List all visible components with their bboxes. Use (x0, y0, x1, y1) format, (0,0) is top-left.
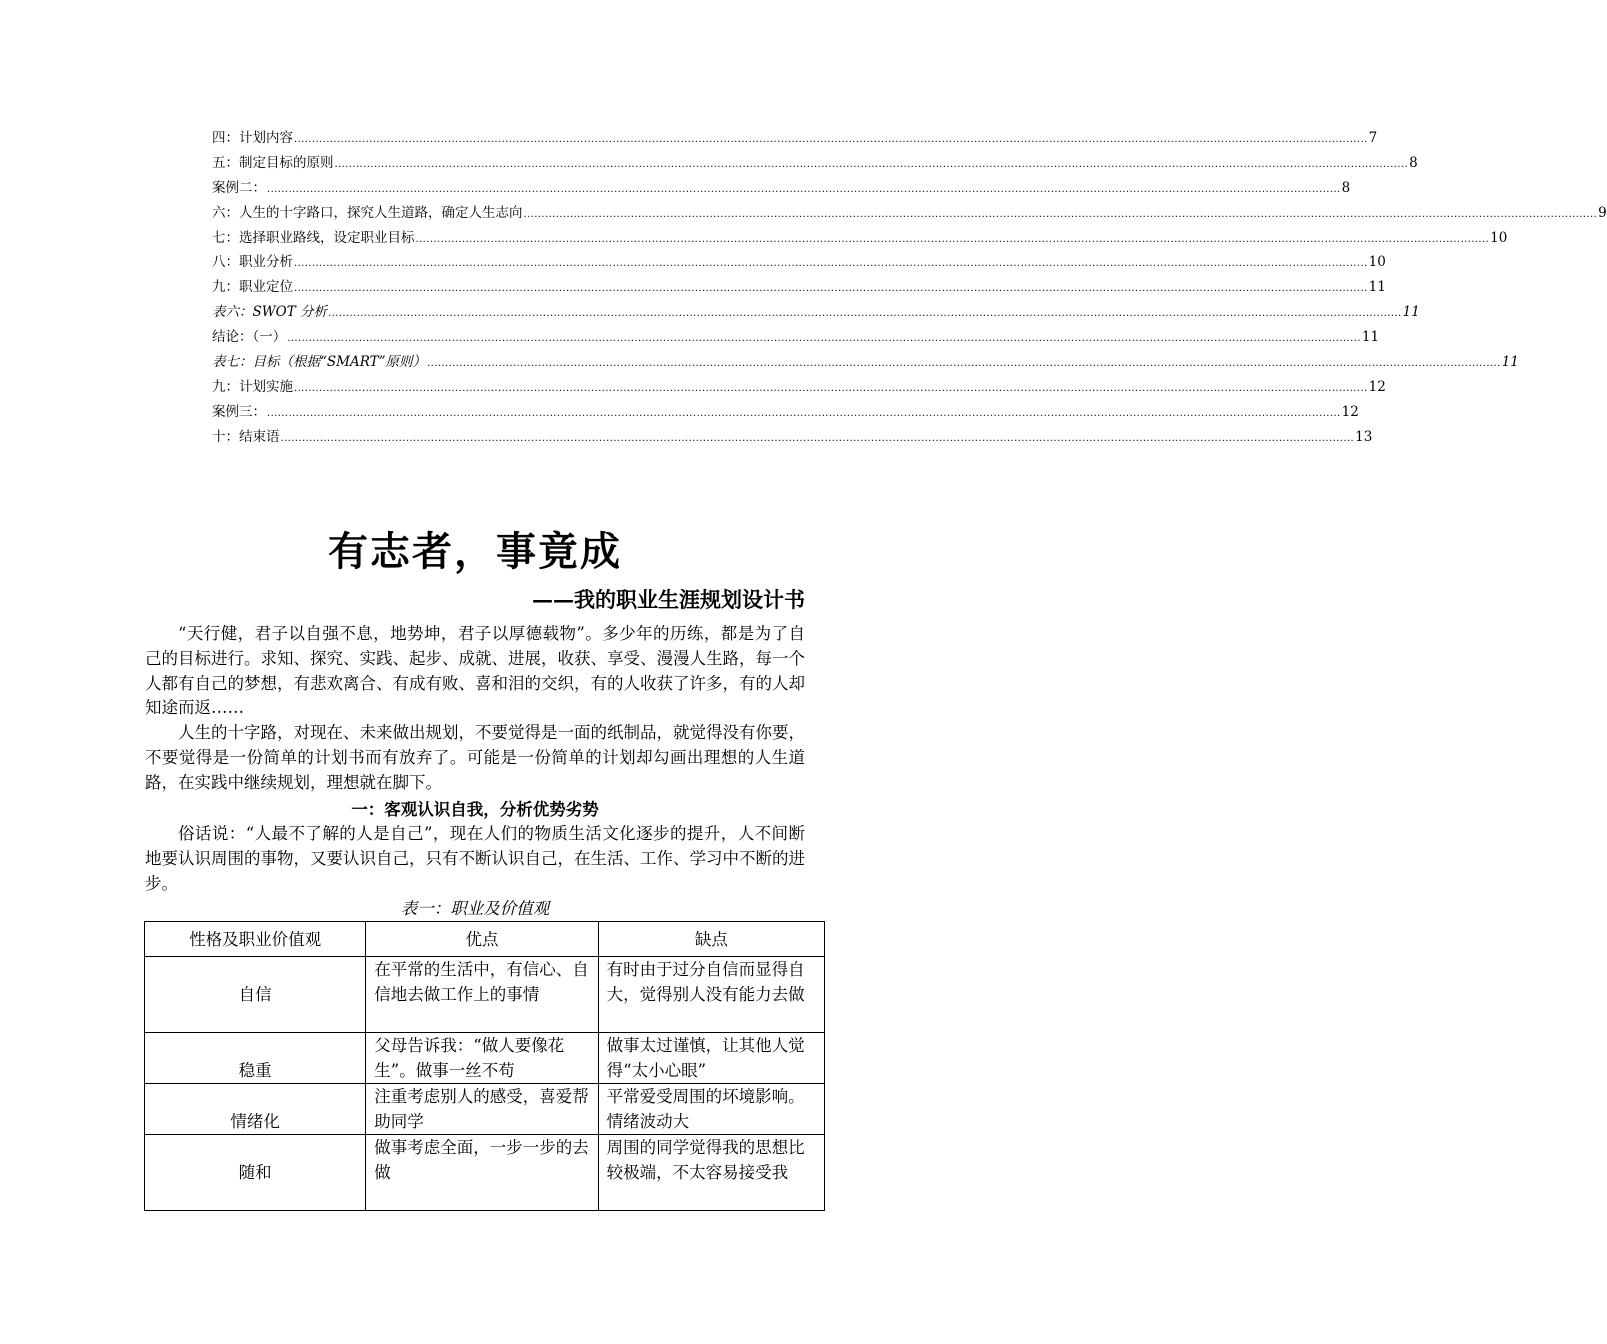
intro-text (145, 622, 805, 796)
toc-entry[interactable] (212, 226, 1508, 251)
toc-page: 11 (1361, 329, 1380, 346)
trait-cell: 情绪化 (145, 1084, 366, 1135)
toc-page: 12 (1368, 378, 1386, 395)
header-cell: 缺点 (598, 922, 824, 957)
toc-entry[interactable] (212, 275, 1386, 300)
toc-leader: ............................................................................................................................................................................................................................................................................................................ (328, 308, 1402, 320)
toc-leader: ............................................................................................................................................................................................................................................................................................................ (294, 134, 1368, 145)
toc-leader: ............................................................................................................................................................................................................................................................................................................ (287, 333, 1361, 345)
toc-page: 11 (1368, 279, 1386, 296)
toc-label: 结论：（一） (212, 329, 287, 346)
toc-label: 四：计划内容 (212, 130, 293, 146)
table-row (145, 1084, 825, 1135)
toc-page: 10 (1368, 254, 1386, 271)
toc-entry[interactable] (212, 375, 1386, 400)
toc-label: 九：计划实施 (212, 378, 293, 395)
toc-leader: ............................................................................................................................................................................................................................................................................................................ (415, 233, 1490, 245)
toc-leader: ............................................................................................................................................................................................................................................................................................................ (334, 158, 1409, 170)
pros-cell: 注重考虑别人的感受，喜爱帮助同学 (366, 1084, 598, 1135)
toc-page: 8 (1341, 179, 1351, 196)
toc-page: 7 (1368, 130, 1378, 146)
trait-cell: 稳重 (145, 1033, 366, 1084)
pros-cell: 做事考虑全面，一步一步的去做 (366, 1135, 598, 1211)
toc-leader: ............................................................................................................................................................................................................................................................................................................ (427, 358, 1501, 370)
toc-entry[interactable] (212, 151, 1418, 176)
document-title: 有志者，事竟成 (328, 528, 622, 575)
toc-label: 六：人生的十字路口，探究人生道路，确定人生志向 (212, 204, 523, 221)
section-paragraph: 俗话说：“人最不了解的人是自己”，现在人们的物质生活文化逐步的提升，人不间断地要认识周围的事物，又要认识自己，只有不断认识自己，在生活、工作、学习中不断的进步。 (145, 824, 805, 893)
toc-page: 8 (1409, 154, 1418, 171)
toc-label: 五：制定目标的原则 (212, 154, 334, 171)
table-caption: 表一：职业及价值观 (400, 899, 550, 918)
intro-paragraph: “天行健，君子以自强不息，地势坤，君子以厚德载物”。多少年的历练，都是为了自己的目标进行。求知、探究、实践、起步、成就、进展，收获、享受、漫漫人生路，每一个人都有自己的梦想，有悲欢离合、有成有败、喜和泪的交织，有的人收获了许多，有的人却知途而返…… (145, 624, 805, 718)
toc-entry[interactable] (212, 126, 1378, 151)
table-row (145, 1135, 825, 1211)
cons-cell: 有时由于过分自信而显得自大，觉得别人没有能力去做 (598, 957, 824, 1033)
trait-cell: 自信 (145, 957, 366, 1033)
toc-page: 13 (1355, 428, 1373, 445)
header-cell: 优点 (366, 922, 598, 957)
toc-leader: ............................................................................................................................................................................................................................................................................................................ (267, 183, 1341, 195)
table-of-contents (212, 126, 1607, 450)
toc-entry[interactable] (212, 400, 1359, 425)
toc-page: 11 (1501, 354, 1519, 371)
toc-entry[interactable] (212, 425, 1373, 450)
toc-leader: ............................................................................................................................................................................................................................................................................................................ (294, 283, 1368, 295)
toc-label: 表七：目标（根据“SMART”原则） (212, 354, 427, 371)
header-cell: 性格及职业价值观 (145, 922, 366, 957)
toc-entry[interactable] (212, 201, 1607, 226)
cons-cell: 做事太过谨慎，让其他人觉得“太小心眼” (598, 1033, 824, 1084)
toc-label: 表六：SWOT 分析 (212, 304, 327, 321)
toc-leader: ............................................................................................................................................................................................................................................................................................................ (280, 432, 1355, 444)
table-row (145, 1033, 825, 1084)
document-subtitle: ——我的职业生涯规划设计书 (532, 587, 805, 612)
trait-cell: 随和 (145, 1135, 366, 1211)
toc-leader: ............................................................................................................................................................................................................................................................................................................ (523, 208, 1598, 220)
intro-paragraph: 人生的十字路，对现在、未来做出规划，不要觉得是一面的纸制品，就觉得没有你要，不要觉得是一份简单的计划书而有放弃了。可能是一份简单的计划却勾画出理想的人生道路，在实践中继续规划，理想就在脚下。 (145, 723, 805, 792)
toc-leader: ............................................................................................................................................................................................................................................................................................................ (294, 258, 1368, 270)
section-text (145, 822, 805, 896)
pros-cell: 在平常的生活中，有信心、自信地去做工作上的事情 (366, 957, 598, 1033)
toc-label: 案例二： (212, 179, 266, 196)
toc-label: 七：选择职业路线，设定职业目标 (212, 229, 415, 246)
table-header-row (145, 922, 825, 957)
toc-entry[interactable] (212, 300, 1420, 325)
toc-label: 十：结束语 (212, 428, 280, 445)
personality-table (144, 921, 825, 1211)
toc-leader: ............................................................................................................................................................................................................................................................................................................ (294, 382, 1368, 394)
pros-cell: 父母告诉我：“做人要像花生”。做事一丝不苟 (366, 1033, 598, 1084)
toc-entry[interactable] (212, 250, 1386, 275)
toc-leader: ............................................................................................................................................................................................................................................................................................................ (267, 407, 1341, 419)
toc-label: 八：职业分析 (212, 254, 293, 271)
toc-page: 9 (1598, 204, 1607, 221)
toc-entry[interactable] (212, 176, 1351, 201)
table-row (145, 957, 825, 1033)
toc-page: 12 (1341, 403, 1359, 420)
toc-entry[interactable] (212, 350, 1519, 375)
toc-page: 10 (1490, 229, 1508, 246)
toc-label: 九：职业定位 (212, 279, 293, 296)
cons-cell: 周围的同学觉得我的思想比较极端，不太容易接受我 (598, 1135, 824, 1211)
toc-entry[interactable] (212, 325, 1380, 350)
toc-label: 案例三： (212, 403, 266, 420)
cons-cell: 平常爱受周围的坏境影响。情绪波动大 (598, 1084, 824, 1135)
section-heading: 一：客观认识自我，分析优势劣势 (351, 800, 599, 819)
toc-page: 11 (1402, 304, 1420, 321)
